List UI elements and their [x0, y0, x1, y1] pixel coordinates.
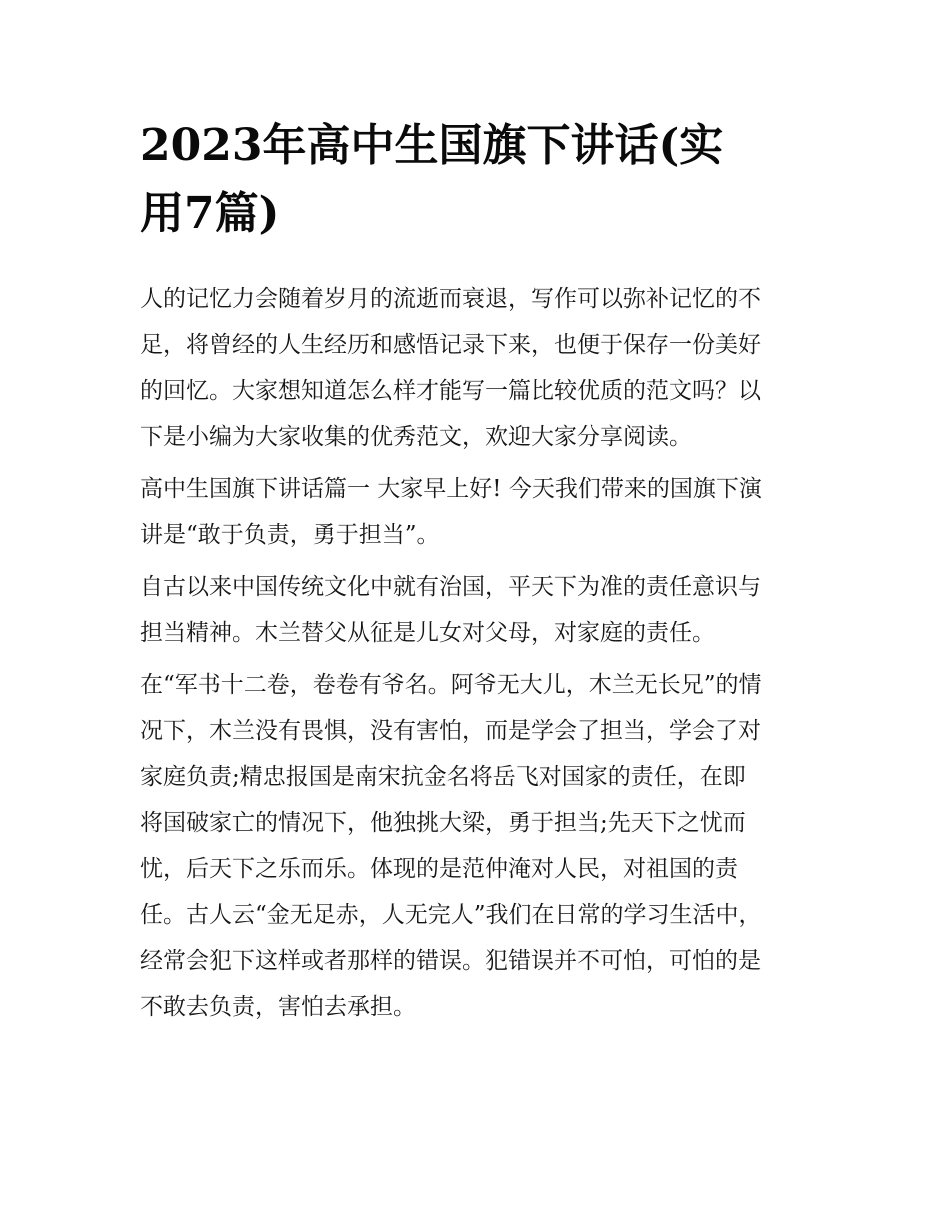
examples-paragraph	[140, 662, 820, 1030]
intro-paragraph	[140, 276, 820, 460]
title-line: 用7篇)	[140, 188, 280, 239]
text-line: 经常会犯下这样或者那样的错误。犯错误并不可怕，可怕的是	[140, 948, 761, 974]
text-line: 下是小编为大家收集的优秀范文，欢迎大家分享阅读。	[140, 424, 692, 450]
speech-opening-paragraph	[140, 466, 820, 558]
document-page	[140, 112, 820, 1036]
text-line: 足，将曾经的人生经历和感悟记录下来，也便于保存一份美好	[140, 332, 761, 358]
title-line: 2023年高中生国旗下讲话(实	[140, 120, 724, 171]
text-line: 在“军书十二卷，卷卷有爷名。阿爷无大儿，木兰无长兄”的情	[140, 672, 762, 698]
text-line: 任。古人云“金无足赤，人无完人”我们在日常的学习生活中，	[140, 902, 762, 928]
text-line: 家庭负责;精忠报国是南宋抗金名将岳飞对国家的责任，在即	[140, 764, 746, 790]
text-line: 自古以来中国传统文化中就有治国，平天下为准的责任意识与	[140, 574, 761, 600]
text-line: 高中生国旗下讲话篇一 大家早上好! 今天我们带来的国旗下演	[140, 476, 762, 502]
text-line: 人的记忆力会随着岁月的流逝而衰退，写作可以弥补记忆的不	[140, 286, 761, 312]
document-body	[140, 276, 820, 1030]
text-line: 不敢去负责，害怕去承担。	[140, 994, 416, 1020]
text-line: 的回忆。大家想知道怎么样才能写一篇比较优质的范文吗？以	[140, 378, 761, 404]
document-title	[140, 112, 820, 248]
text-line: 况下，木兰没有畏惧，没有害怕，而是学会了担当，学会了对	[140, 718, 761, 744]
text-line: 将国破家亡的情况下，他独挑大梁，勇于担当;先天下之忧而	[140, 810, 746, 836]
text-line: 讲是“敢于负责，勇于担当”。	[140, 522, 440, 548]
text-line: 担当精神。木兰替父从征是儿女对父母，对家庭的责任。	[140, 620, 715, 646]
text-line: 忧，后天下之乐而乐。体现的是范仲淹对人民，对祖国的责	[140, 856, 738, 882]
tradition-paragraph	[140, 564, 820, 656]
